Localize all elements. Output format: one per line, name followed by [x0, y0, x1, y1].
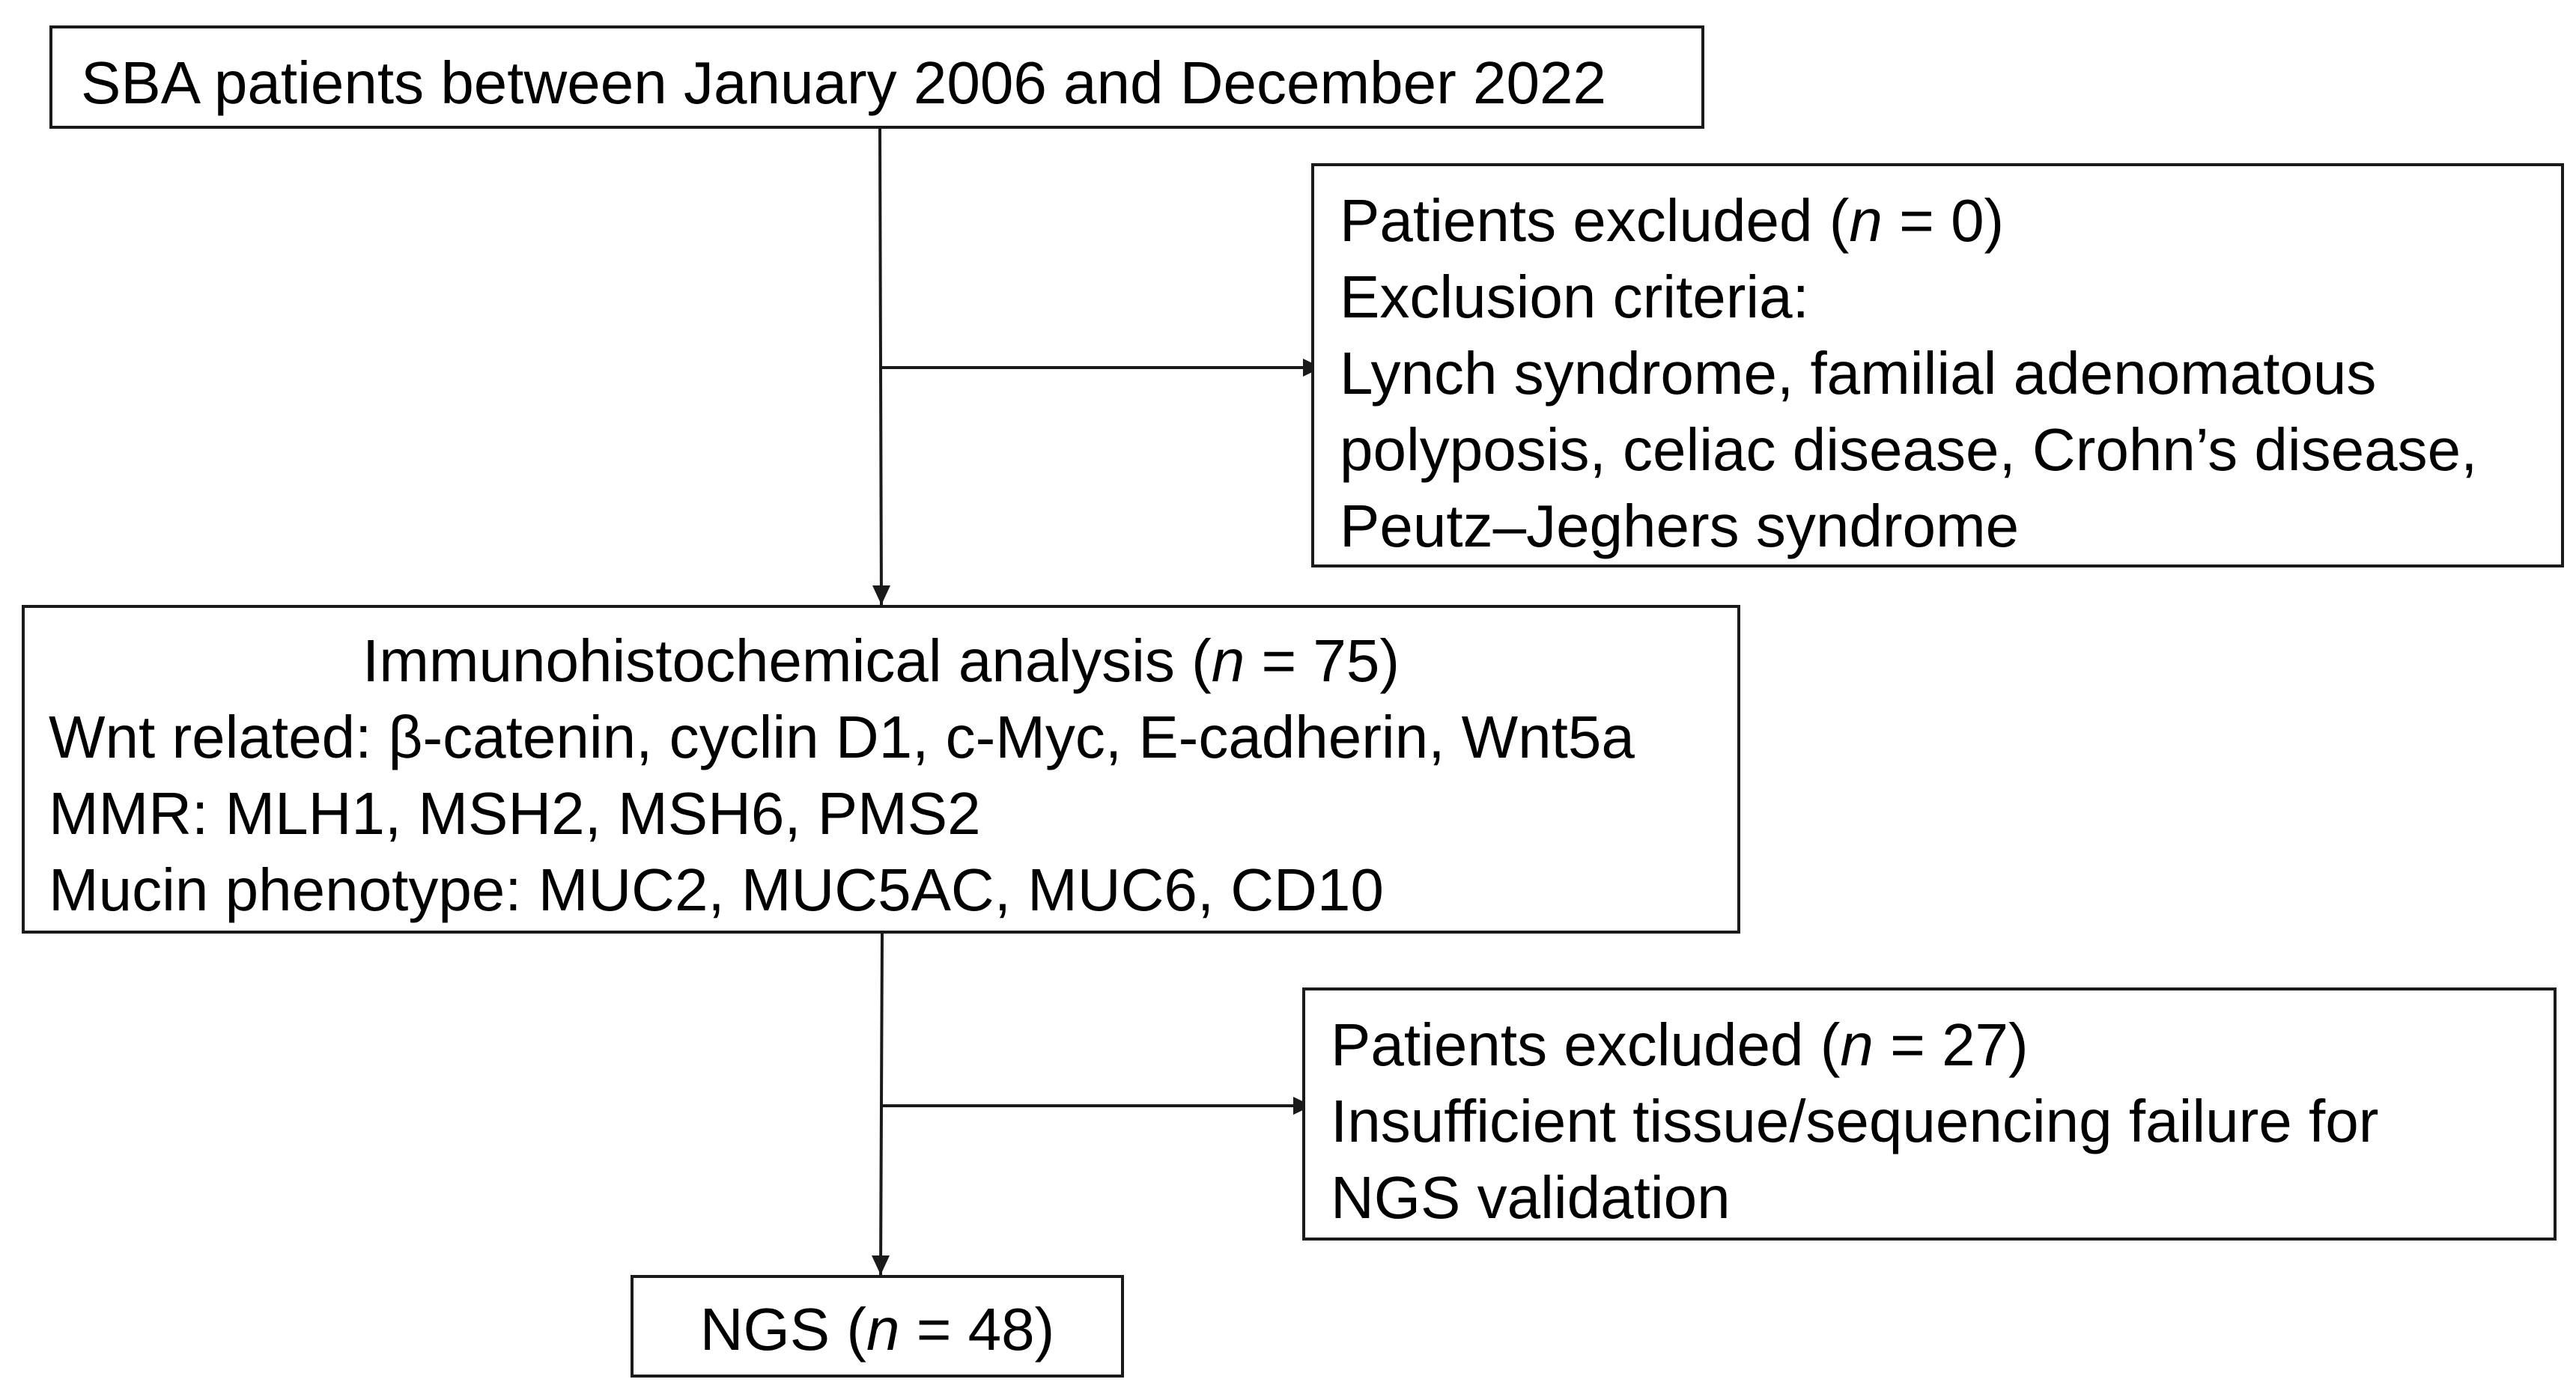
ngs-text-n: n [866, 1296, 900, 1363]
exclude-2-heading-post: = 27) [1873, 1011, 2029, 1078]
ihc-heading-n: n [1211, 627, 1245, 694]
exclude-1-heading-pre: Patients excluded ( [1340, 187, 1850, 254]
box-ihc [22, 605, 1740, 934]
ngs-text-post: = 48) [899, 1296, 1055, 1363]
ihc-heading-post: = 75) [1245, 627, 1400, 694]
arrowhead-ngs [872, 1255, 890, 1275]
ihc-line: Mucin phenotype: MUC2, MUC5AC, MUC6, CD10 [49, 856, 1384, 923]
exclude-2-line: NGS validation [1331, 1164, 1731, 1231]
ngs-text [700, 1296, 1055, 1363]
connector-start-to-ihc [880, 129, 881, 605]
ihc-heading [49, 623, 1737, 699]
box-ngs [631, 1275, 1124, 1378]
exclude-1-heading [1340, 183, 2561, 259]
exclude-1-line: Exclusion criteria: [1340, 264, 1809, 330]
exclude-1-line: Peutz–Jeghers syndrome [1340, 493, 2020, 559]
ngs-text-pre: NGS ( [699, 1296, 866, 1363]
arrowhead-ihc [872, 585, 890, 605]
ihc-heading-pre: Immunohistochemical analysis ( [362, 627, 1212, 694]
exclude-2-line: Insufficient tissue/sequencing failure for [1331, 1088, 2379, 1154]
box-start-text: SBA patients between January 2006 and December 2022 [81, 49, 1606, 116]
exclude-1-line: polyposis, celiac disease, Crohn’s disease, [1340, 416, 2478, 483]
ihc-line: Wnt related: β-catenin, cyclin D1, c-Myc, E-cadherin, Wnt5a [49, 704, 1635, 770]
box-exclude-2 [1302, 987, 2557, 1241]
exclude-1-heading-n: n [1849, 187, 1883, 254]
exclude-1-heading-post: = 0) [1882, 187, 2005, 254]
box-exclude-1 [1311, 163, 2564, 567]
exclude-2-heading [1331, 1007, 2554, 1083]
box-start [49, 25, 1704, 129]
ihc-line: MMR: MLH1, MSH2, MSH6, PMS2 [49, 780, 981, 847]
exclude-2-heading-pre: Patients excluded ( [1331, 1011, 1841, 1078]
exclude-1-line: Lynch syndrome, familial adenomatous [1340, 340, 2377, 407]
exclude-2-heading-n: n [1840, 1011, 1874, 1078]
